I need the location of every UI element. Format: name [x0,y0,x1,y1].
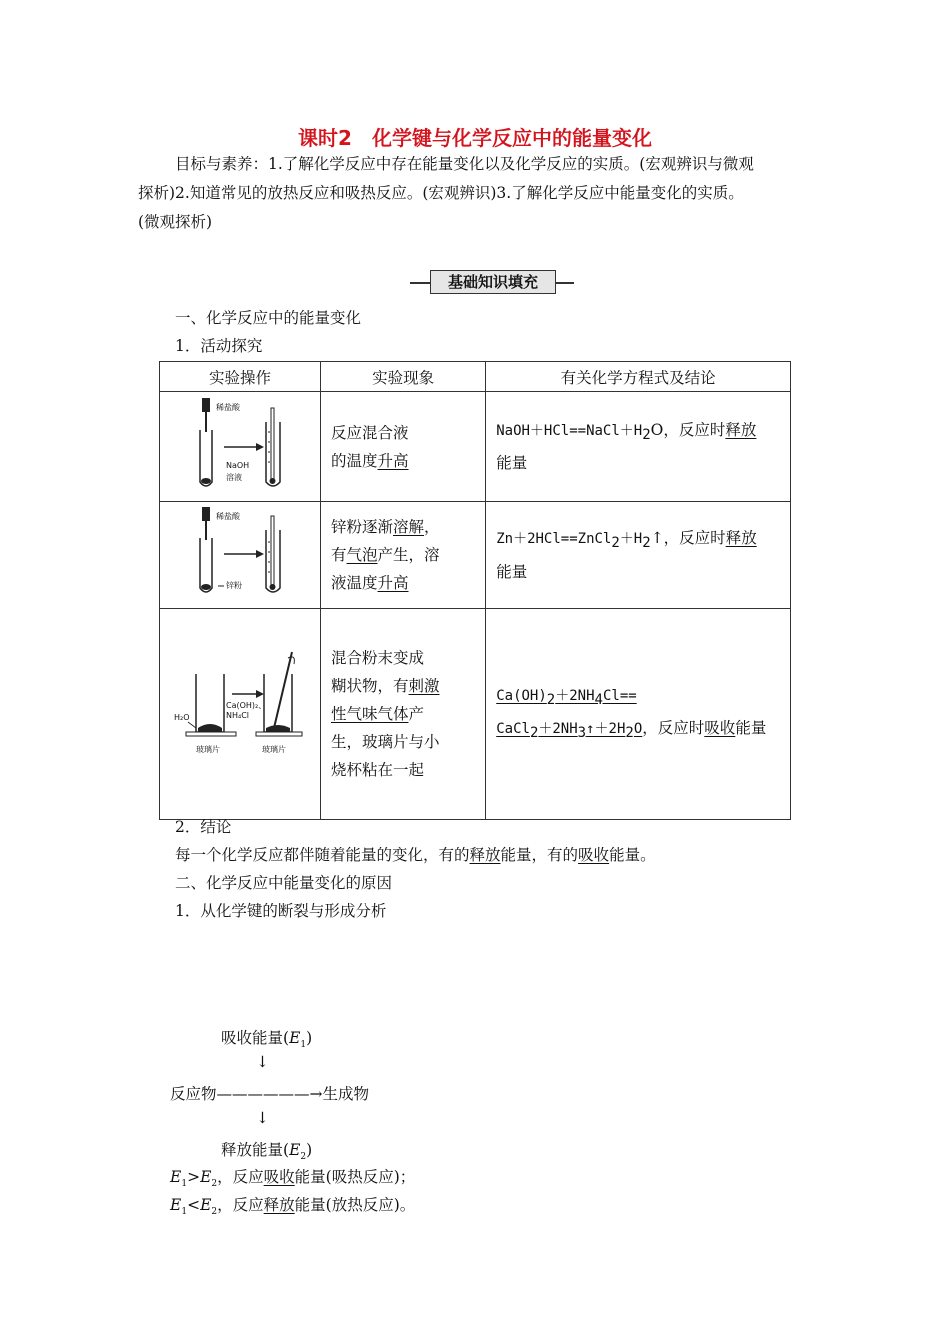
equation-cell-3: $Ca(OH)_2+2NH_4Cl==$ $CaCl_2+2NH_3↑+2H_2O$，反应时吸收能量 [486,609,791,820]
svg-text:Ca(OH)₂、: Ca(OH)₂、 [226,701,267,710]
conclusion-text: 每一个化学反应都伴随着能量的变化，有的释放能量，有的吸收能量。 [175,846,656,864]
table-header-row [160,362,791,392]
svg-text:溶液: 溶液 [226,473,242,482]
section-banner [410,270,574,294]
answer-blank: 释放 [263,1196,295,1214]
endothermic-apparatus-image [160,632,318,792]
answer-blank: 释放 [725,420,757,439]
answer-blank: 性气味气体 [330,705,409,723]
objectives-line-2: 探析)2.知道常见的放热反应和吸热反应。(宏观辨识)3.了解化学反应中能量变化的实质。 [138,184,744,202]
answer-blank: 升高 [377,451,409,470]
neutralization-apparatus-image [160,392,318,497]
answer-blank-equation-1: $Ca(OH)_2+2NH_4Cl==$ [496,687,637,708]
answer-blank: 释放 [469,846,501,864]
answer-blank: 溶解 [393,518,425,536]
answer-blank-equation-2: $CaCl_2+2NH_3↑+2H_2O$ [496,721,643,742]
energy-released-label: 释放能量$(E_2)$ [221,1141,313,1163]
table-row [160,609,791,820]
energy-absorbed-label: 吸收能量$(E_1)$ [221,1029,313,1051]
equation-cell-1: $NaOH+HCl==NaCl+H_2O$，反应时释放 能量 [486,392,791,502]
section-2-heading: 二、化学反应中能量变化的原因 [175,874,393,892]
experiment-diagram-2 [160,502,321,609]
svg-text:锌粉: 锌粉 [226,581,242,590]
svg-text:稀盐酸: 稀盐酸 [216,512,240,521]
svg-text:NaOH: NaOH [226,461,250,470]
header-operation: 实验操作 [160,362,321,392]
svg-text:稀盐酸: 稀盐酸 [216,403,240,412]
equation-cell-2: $Zn+2HCl==ZnCl_2+H_2↑$，反应时释放 能量 [486,502,791,609]
svg-text:玻璃片: 玻璃片 [196,745,220,754]
objectives-line-3: (微观探析) [138,213,213,231]
banner-label: 基础知识填充 [430,270,556,294]
rule-endothermic: $E_1>E_2$，反应吸收能量(吸热反应)； [170,1168,416,1190]
experiment-diagram-3 [160,609,321,820]
experiment-diagram-1 [160,392,321,502]
answer-blank: 吸收 [704,719,736,737]
answer-blank: 吸收 [263,1168,295,1186]
table-row [160,392,791,502]
down-arrow-icon: ↓ [256,1109,269,1127]
svg-text:H₂O: H₂O [174,713,190,722]
answer-blank: 气泡 [346,546,378,564]
table-row [160,502,791,609]
experiment-table [159,361,791,820]
header-equation: 有关化学方程式及结论 [486,362,791,392]
section-1-heading: 一、化学反应中的能量变化 [175,309,362,327]
answer-blank: 刺激 [408,677,440,695]
phenomenon-cell-3: 混合粉末变成 糊状物，有刺激 性气味气体产 生，玻璃片与小 烧杯粘在一起 [320,609,485,820]
section-2-sub-heading: 1．从化学键的断裂与形成分析 [175,902,387,920]
page-title: 课时2 化学键与化学反应中的能量变化 [298,126,652,150]
phenomenon-cell-1: 反应混合液 的温度升高 [320,392,485,502]
down-arrow-icon: ↓ [256,1053,269,1071]
answer-blank: 吸收 [578,846,610,864]
objectives-line-1: 目标与素养：1.了解化学反应中存在能量变化以及化学反应的实质。(宏观辨识与微观 [175,155,754,173]
conclusion-heading: 2．结论 [175,818,232,836]
svg-text:NH₄Cl: NH₄Cl [226,711,250,720]
reaction-arrow-line: 反应物——————→生成物 [170,1085,369,1103]
section-1-sub-heading: 1．活动探究 [175,337,263,355]
zinc-acid-apparatus-image [160,502,318,604]
answer-blank: 升高 [377,574,409,592]
phenomenon-cell-2: 锌粉逐渐溶解， 有气泡产生，溶 液温度升高 [320,502,485,609]
rule-exothermic: $E_1<E_2$，反应释放能量(放热反应)。 [170,1196,416,1218]
answer-blank: 释放 [725,529,757,548]
svg-text:玻璃片: 玻璃片 [262,745,286,754]
header-phenomenon: 实验现象 [320,362,485,392]
